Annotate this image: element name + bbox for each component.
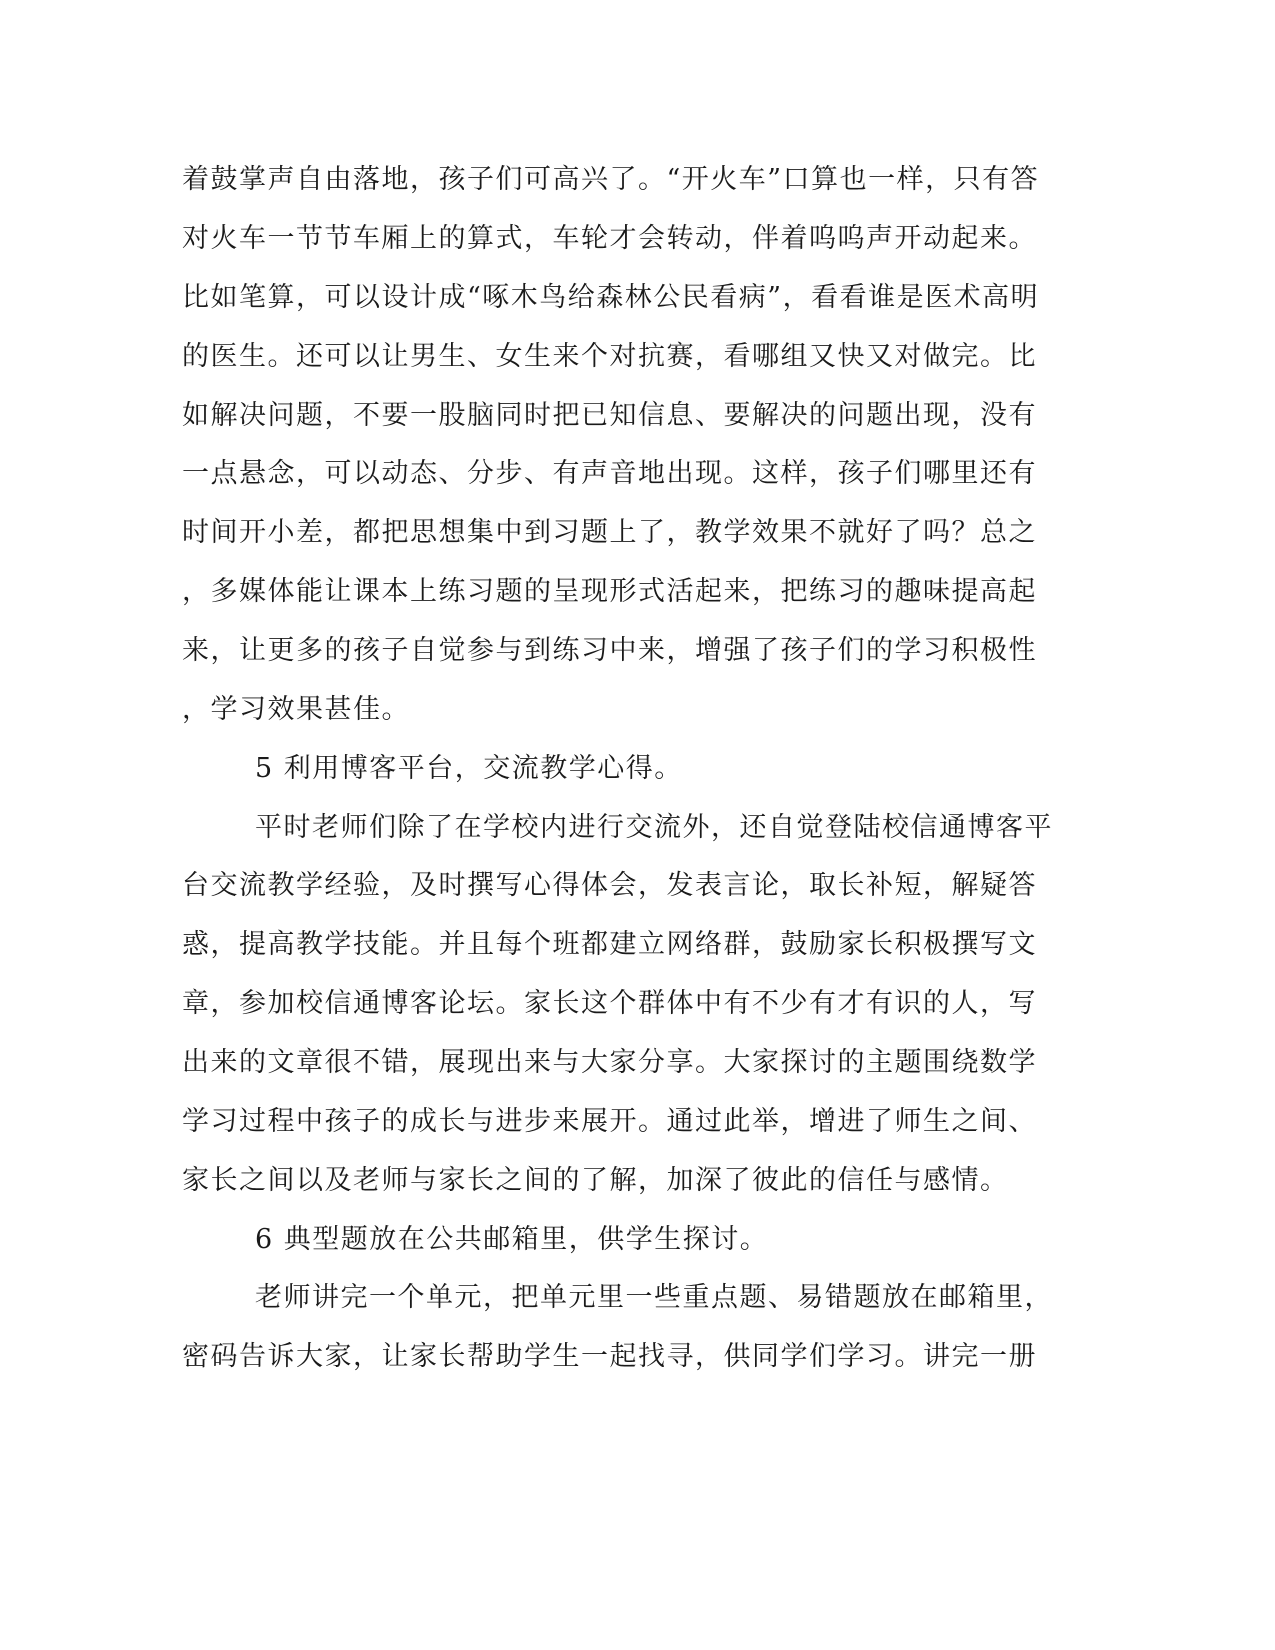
paragraph-line: 台交流教学经验，及时撰写心得体会，发表言论，取长补短，解疑答 <box>182 870 1037 901</box>
paragraph-line: ，多媒体能让课本上练习题的呈现形式活起来，把练习的趣味提高起 <box>182 576 1037 607</box>
paragraph-line: 一点悬念，可以动态、分步、有声音地出现。这样，孩子们哪里还有 <box>182 458 1037 489</box>
paragraph-line: ，学习效果甚佳。 <box>182 694 410 725</box>
paragraph-line: 家长之间以及老师与家长之间的了解，加深了彼此的信任与感情。 <box>182 1165 1009 1196</box>
section-heading-5: 5 利用博客平台，交流教学心得。 <box>255 753 683 784</box>
paragraph-line: 对火车一节节车厢上的算式，车轮才会转动，伴着呜呜声开动起来。 <box>182 223 1037 254</box>
paragraph-line: 平时老师们除了在学校内进行交流外，还自觉登陆校信通博客平 <box>255 812 1053 843</box>
paragraph-line: 着鼓掌声自由落地，孩子们可高兴了。“开火车”口算也一样，只有答 <box>182 164 1040 195</box>
paragraph-line: 密码告诉大家，让家长帮助学生一起找寻，供同学们学习。讲完一册 <box>182 1341 1037 1372</box>
paragraph-line: 来，让更多的孩子自觉参与到练习中来，增强了孩子们的学习积极性 <box>182 635 1037 666</box>
paragraph-line: 的医生。还可以让男生、女生来个对抗赛，看哪组又快又对做完。比 <box>182 341 1037 372</box>
section-heading-6: 6 典型题放在公共邮箱里，供学生探讨。 <box>255 1224 769 1255</box>
paragraph-line: 时间开小差，都把思想集中到习题上了，教学效果不就好了吗？总之 <box>182 517 1037 548</box>
paragraph-line: 如解决问题，不要一股脑同时把已知信息、要解决的问题出现，没有 <box>182 400 1037 431</box>
paragraph-line: 老师讲完一个单元，把单元里一些重点题、易错题放在邮箱里， <box>255 1282 1053 1313</box>
paragraph-line: 出来的文章很不错，展现出来与大家分享。大家探讨的主题围绕数学 <box>182 1047 1037 1078</box>
paragraph-line: 章，参加校信通博客论坛。家长这个群体中有不少有才有识的人，写 <box>182 988 1037 1019</box>
paragraph-line: 比如笔算，可以设计成“啄木鸟给森林公民看病”，看看谁是医术高明 <box>182 282 1040 313</box>
paragraph-line: 惑，提高教学技能。并且每个班都建立网络群，鼓励家长积极撰写文 <box>182 929 1037 960</box>
paragraph-line: 学习过程中孩子的成长与进步来展开。通过此举，增进了师生之间、 <box>182 1106 1037 1137</box>
